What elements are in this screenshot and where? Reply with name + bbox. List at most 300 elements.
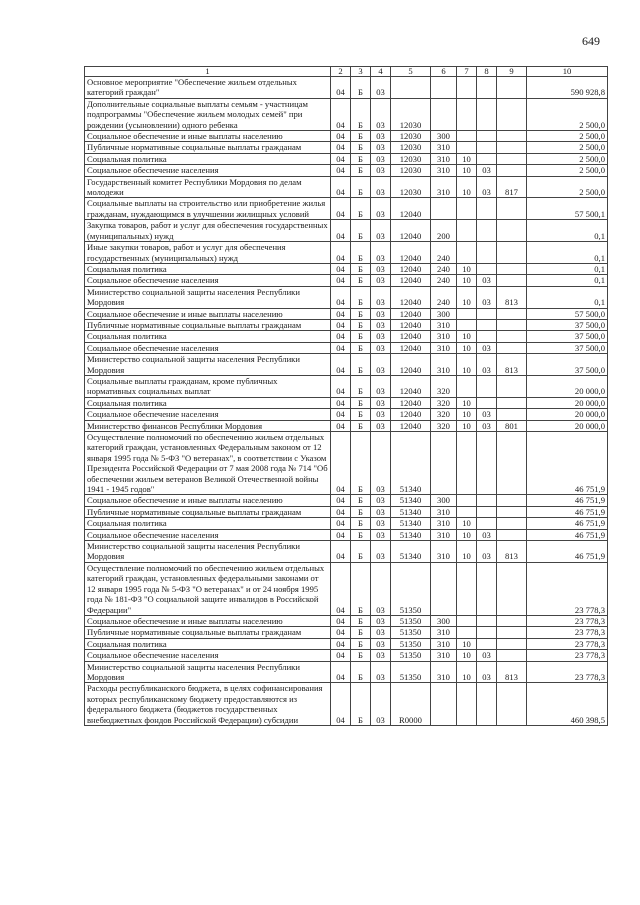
subprogram-cell: 03 — [371, 153, 391, 164]
subdivision-cell — [477, 432, 497, 495]
direction-cell: 12040 — [391, 397, 431, 408]
section-cell: 04 — [331, 308, 351, 319]
ministry-cell: 801 — [497, 420, 527, 431]
subdivision-cell — [477, 131, 497, 142]
amount-cell: 0,1 — [527, 263, 608, 274]
section-cell: 04 — [331, 263, 351, 274]
section-cell: 04 — [331, 683, 351, 726]
division-cell — [457, 495, 477, 506]
division-cell: 10 — [457, 529, 477, 540]
column-header-6: 6 — [431, 67, 457, 77]
name-cell: Социальная политика — [85, 397, 331, 408]
amount-cell: 0,1 — [527, 242, 608, 264]
expense-type-cell: 310 — [431, 627, 457, 638]
column-header-2: 2 — [331, 67, 351, 77]
direction-cell: 12030 — [391, 176, 431, 198]
division-cell: 10 — [457, 661, 477, 683]
ministry-cell — [497, 506, 527, 517]
expense-type-cell: 310 — [431, 661, 457, 683]
division-cell: 10 — [457, 153, 477, 164]
program-cell: Б — [351, 627, 371, 638]
program-cell: Б — [351, 131, 371, 142]
direction-cell: 51350 — [391, 638, 431, 649]
program-cell: Б — [351, 529, 371, 540]
name-cell: Социальное обеспечение и иные выплаты населению — [85, 131, 331, 142]
subprogram-cell: 03 — [371, 176, 391, 198]
amount-cell: 23 778,3 — [527, 627, 608, 638]
header-row — [85, 67, 608, 77]
ministry-cell — [497, 409, 527, 420]
section-cell: 04 — [331, 409, 351, 420]
subdivision-cell — [477, 638, 497, 649]
division-cell — [457, 142, 477, 153]
table-row — [85, 661, 608, 683]
direction-cell: 12040 — [391, 342, 431, 353]
division-cell — [457, 77, 477, 99]
subdivision-cell — [477, 142, 497, 153]
amount-cell: 2 500,0 — [527, 176, 608, 198]
program-cell: Б — [351, 98, 371, 130]
subdivision-cell — [477, 153, 497, 164]
table-row — [85, 319, 608, 330]
direction-cell: 12030 — [391, 98, 431, 130]
ministry-cell — [497, 153, 527, 164]
direction-cell: 51350 — [391, 627, 431, 638]
amount-cell: 46 751,9 — [527, 541, 608, 563]
ministry-cell: 813 — [497, 661, 527, 683]
subprogram-cell: 03 — [371, 375, 391, 397]
section-cell: 04 — [331, 518, 351, 529]
subprogram-cell: 03 — [371, 242, 391, 264]
program-cell: Б — [351, 420, 371, 431]
division-cell: 10 — [457, 176, 477, 198]
division-cell — [457, 615, 477, 626]
section-cell: 04 — [331, 354, 351, 376]
table-row — [85, 409, 608, 420]
expense-type-cell: 240 — [431, 275, 457, 286]
amount-cell: 57 500,1 — [527, 198, 608, 220]
program-cell: Б — [351, 541, 371, 563]
subdivision-cell — [477, 198, 497, 220]
name-cell: Иные закупки товаров, работ и услуг для обеспечения государственных (муниципальных) нужд — [85, 242, 331, 264]
direction-cell: 12030 — [391, 131, 431, 142]
division-cell: 10 — [457, 420, 477, 431]
name-cell: Социальное обеспечение населения — [85, 529, 331, 540]
name-cell: Социальное обеспечение населения — [85, 275, 331, 286]
table-row — [85, 198, 608, 220]
section-cell: 04 — [331, 275, 351, 286]
program-cell: Б — [351, 506, 371, 517]
subdivision-cell — [477, 495, 497, 506]
table-row — [85, 354, 608, 376]
expense-type-cell: 310 — [431, 331, 457, 342]
name-cell: Социальная политика — [85, 263, 331, 274]
subprogram-cell: 03 — [371, 638, 391, 649]
table-row — [85, 98, 608, 130]
table-row — [85, 176, 608, 198]
program-cell: Б — [351, 661, 371, 683]
expense-type-cell: 320 — [431, 397, 457, 408]
subprogram-cell: 03 — [371, 198, 391, 220]
section-cell: 04 — [331, 220, 351, 242]
name-cell: Социальное обеспечение населения — [85, 165, 331, 176]
expense-type-cell: 320 — [431, 409, 457, 420]
ministry-cell — [497, 308, 527, 319]
subprogram-cell: 03 — [371, 541, 391, 563]
program-cell: Б — [351, 331, 371, 342]
subdivision-cell — [477, 375, 497, 397]
section-cell: 04 — [331, 98, 351, 130]
ministry-cell: 813 — [497, 354, 527, 376]
expense-type-cell: 300 — [431, 495, 457, 506]
ministry-cell — [497, 432, 527, 495]
name-cell: Министерство социальной защиты населения Республики Мордовия — [85, 661, 331, 683]
expense-type-cell: 320 — [431, 375, 457, 397]
direction-cell: 51340 — [391, 541, 431, 563]
ministry-cell — [497, 683, 527, 726]
subprogram-cell: 03 — [371, 275, 391, 286]
amount-cell: 0,1 — [527, 275, 608, 286]
expense-type-cell: 320 — [431, 420, 457, 431]
table-row — [85, 683, 608, 726]
ministry-cell — [497, 627, 527, 638]
amount-cell: 460 398,5 — [527, 683, 608, 726]
table-row — [85, 165, 608, 176]
subdivision-cell: 03 — [477, 176, 497, 198]
division-cell: 10 — [457, 286, 477, 308]
program-cell: Б — [351, 142, 371, 153]
amount-cell: 0,1 — [527, 286, 608, 308]
division-cell — [457, 131, 477, 142]
ministry-cell — [497, 375, 527, 397]
program-cell: Б — [351, 165, 371, 176]
name-cell: Социальное обеспечение и иные выплаты населению — [85, 495, 331, 506]
direction-cell: 51350 — [391, 650, 431, 661]
subdivision-cell: 03 — [477, 650, 497, 661]
program-cell: Б — [351, 354, 371, 376]
division-cell: 10 — [457, 638, 477, 649]
subprogram-cell: 03 — [371, 529, 391, 540]
direction-cell: 12040 — [391, 242, 431, 264]
table-row — [85, 627, 608, 638]
division-cell: 10 — [457, 541, 477, 563]
column-header-5: 5 — [391, 67, 431, 77]
subdivision-cell: 03 — [477, 541, 497, 563]
section-cell: 04 — [331, 495, 351, 506]
expense-type-cell — [431, 198, 457, 220]
table-row — [85, 77, 608, 99]
section-cell: 04 — [331, 661, 351, 683]
program-cell: Б — [351, 432, 371, 495]
subdivision-cell — [477, 98, 497, 130]
ministry-cell — [497, 198, 527, 220]
expense-type-cell: 310 — [431, 638, 457, 649]
division-cell — [457, 375, 477, 397]
program-cell: Б — [351, 615, 371, 626]
column-header-8: 8 — [477, 67, 497, 77]
expense-type-cell: 310 — [431, 319, 457, 330]
direction-cell: 12040 — [391, 375, 431, 397]
table-body — [85, 77, 608, 726]
direction-cell: 12040 — [391, 420, 431, 431]
table-row — [85, 615, 608, 626]
table-row — [85, 506, 608, 517]
expense-type-cell: 240 — [431, 286, 457, 308]
subprogram-cell: 03 — [371, 77, 391, 99]
division-cell: 10 — [457, 275, 477, 286]
name-cell: Публичные нормативные социальные выплаты гражданам — [85, 627, 331, 638]
division-cell — [457, 506, 477, 517]
expense-type-cell: 300 — [431, 308, 457, 319]
direction-cell: 51340 — [391, 495, 431, 506]
section-cell: 04 — [331, 420, 351, 431]
subprogram-cell: 03 — [371, 354, 391, 376]
subprogram-cell: 03 — [371, 220, 391, 242]
direction-cell: 12040 — [391, 275, 431, 286]
subprogram-cell: 03 — [371, 397, 391, 408]
column-header-9: 9 — [497, 67, 527, 77]
name-cell: Закупка товаров, работ и услуг для обеспечения государственных (муниципальных) нужд — [85, 220, 331, 242]
program-cell: Б — [351, 638, 371, 649]
program-cell: Б — [351, 375, 371, 397]
division-cell — [457, 432, 477, 495]
expense-type-cell: 200 — [431, 220, 457, 242]
subdivision-cell — [477, 308, 497, 319]
name-cell: Министерство социальной защиты населения Республики Мордовия — [85, 541, 331, 563]
amount-cell: 2 500,0 — [527, 142, 608, 153]
division-cell: 10 — [457, 342, 477, 353]
direction-cell: R0000 — [391, 683, 431, 726]
subprogram-cell: 03 — [371, 342, 391, 353]
name-cell: Осуществление полномочий по обеспечению жильем отдельных категорий граждан, установленных Федеральным законом от 12 января 1995 года № 5-ФЗ "О ветеранах", в соответствии с Указом Президента Российской Федерации от 7 мая 2008 года № 714 "Об обеспечении жильем ветеранов Великой Отечественной войны 1941 - 1945 годов" — [85, 432, 331, 495]
direction-cell: 12040 — [391, 331, 431, 342]
section-cell: 04 — [331, 541, 351, 563]
ministry-cell — [497, 275, 527, 286]
program-cell: Б — [351, 650, 371, 661]
table-row — [85, 495, 608, 506]
name-cell: Министерство социальной защиты населения Республики Мордовия — [85, 354, 331, 376]
ministry-cell — [497, 263, 527, 274]
section-cell: 04 — [331, 375, 351, 397]
ministry-cell — [497, 98, 527, 130]
subprogram-cell: 03 — [371, 518, 391, 529]
program-cell: Б — [351, 495, 371, 506]
subdivision-cell: 03 — [477, 165, 497, 176]
subdivision-cell — [477, 627, 497, 638]
name-cell: Социальное обеспечение и иные выплаты населению — [85, 308, 331, 319]
name-cell: Социальное обеспечение населения — [85, 650, 331, 661]
program-cell: Б — [351, 263, 371, 274]
ministry-cell — [497, 142, 527, 153]
program-cell: Б — [351, 220, 371, 242]
amount-cell: 46 751,9 — [527, 432, 608, 495]
amount-cell: 23 778,3 — [527, 638, 608, 649]
page-number: 649 — [582, 34, 600, 48]
section-cell: 04 — [331, 331, 351, 342]
section-cell: 04 — [331, 506, 351, 517]
section-cell: 04 — [331, 77, 351, 99]
program-cell: Б — [351, 409, 371, 420]
direction-cell: 12040 — [391, 409, 431, 420]
expense-type-cell: 240 — [431, 242, 457, 264]
subdivision-cell: 03 — [477, 275, 497, 286]
subprogram-cell: 03 — [371, 420, 391, 431]
direction-cell: 12030 — [391, 153, 431, 164]
direction-cell: 12040 — [391, 263, 431, 274]
subdivision-cell — [477, 77, 497, 99]
name-cell: Основное мероприятие "Обеспечение жильем отдельных категорий граждан" — [85, 77, 331, 99]
table-row — [85, 242, 608, 264]
ministry-cell — [497, 638, 527, 649]
ministry-cell — [497, 242, 527, 264]
section-cell: 04 — [331, 529, 351, 540]
direction-cell: 51340 — [391, 506, 431, 517]
table-row — [85, 529, 608, 540]
program-cell: Б — [351, 683, 371, 726]
direction-cell — [391, 77, 431, 99]
section-cell: 04 — [331, 165, 351, 176]
program-cell: Б — [351, 308, 371, 319]
expense-type-cell: 310 — [431, 506, 457, 517]
name-cell: Социальное обеспечение населения — [85, 342, 331, 353]
expense-type-cell: 240 — [431, 263, 457, 274]
column-header-7: 7 — [457, 67, 477, 77]
subdivision-cell — [477, 518, 497, 529]
section-cell: 04 — [331, 638, 351, 649]
amount-cell: 20 000,0 — [527, 420, 608, 431]
column-header-3: 3 — [351, 67, 371, 77]
subdivision-cell — [477, 397, 497, 408]
subdivision-cell — [477, 615, 497, 626]
name-cell: Министерство финансов Республики Мордовия — [85, 420, 331, 431]
expense-type-cell — [431, 432, 457, 495]
direction-cell: 51340 — [391, 432, 431, 495]
name-cell: Социальная политика — [85, 331, 331, 342]
expense-type-cell — [431, 562, 457, 615]
name-cell: Осуществление полномочий по обеспечению жильем отдельных категорий граждан, установленных федеральными законами от 12 января 1995 года № 5-ФЗ "О ветеранах" и от 24 ноября 1995 года № 181-ФЗ "О социальной защите инвалидов в Российской Федерации" — [85, 562, 331, 615]
ministry-cell — [497, 615, 527, 626]
ministry-cell — [497, 77, 527, 99]
table-row — [85, 263, 608, 274]
section-cell: 04 — [331, 650, 351, 661]
ministry-cell: 813 — [497, 541, 527, 563]
amount-cell: 37 500,0 — [527, 354, 608, 376]
program-cell: Б — [351, 342, 371, 353]
section-cell: 04 — [331, 397, 351, 408]
table-row — [85, 562, 608, 615]
division-cell: 10 — [457, 397, 477, 408]
expense-type-cell: 310 — [431, 518, 457, 529]
amount-cell: 2 500,0 — [527, 165, 608, 176]
subprogram-cell: 03 — [371, 615, 391, 626]
subprogram-cell: 03 — [371, 683, 391, 726]
division-cell — [457, 242, 477, 264]
ministry-cell — [497, 342, 527, 353]
subdivision-cell — [477, 683, 497, 726]
section-cell: 04 — [331, 319, 351, 330]
direction-cell: 12040 — [391, 220, 431, 242]
subdivision-cell — [477, 263, 497, 274]
amount-cell: 37 500,0 — [527, 342, 608, 353]
amount-cell: 23 778,3 — [527, 562, 608, 615]
table-row — [85, 153, 608, 164]
amount-cell: 23 778,3 — [527, 661, 608, 683]
program-cell: Б — [351, 286, 371, 308]
name-cell: Социальная политика — [85, 153, 331, 164]
budget-table — [84, 66, 608, 726]
ministry-cell — [497, 650, 527, 661]
section-cell: 04 — [331, 176, 351, 198]
amount-cell: 46 751,9 — [527, 529, 608, 540]
program-cell: Б — [351, 153, 371, 164]
section-cell: 04 — [331, 198, 351, 220]
amount-cell: 20 000,0 — [527, 409, 608, 420]
section-cell: 04 — [331, 627, 351, 638]
section-cell: 04 — [331, 153, 351, 164]
table-row — [85, 286, 608, 308]
program-cell: Б — [351, 562, 371, 615]
table-header — [85, 67, 608, 77]
direction-cell: 12040 — [391, 286, 431, 308]
division-cell — [457, 198, 477, 220]
division-cell — [457, 562, 477, 615]
expense-type-cell: 310 — [431, 165, 457, 176]
table-row — [85, 142, 608, 153]
division-cell: 10 — [457, 354, 477, 376]
subprogram-cell: 03 — [371, 142, 391, 153]
amount-cell: 37 500,0 — [527, 319, 608, 330]
direction-cell: 51350 — [391, 615, 431, 626]
table-row — [85, 650, 608, 661]
program-cell: Б — [351, 518, 371, 529]
direction-cell: 12040 — [391, 308, 431, 319]
name-cell: Социальная политика — [85, 638, 331, 649]
division-cell: 10 — [457, 409, 477, 420]
expense-type-cell: 310 — [431, 354, 457, 376]
name-cell: Социальные выплаты гражданам, кроме публичных нормативных социальных выплат — [85, 375, 331, 397]
table-row — [85, 432, 608, 495]
expense-type-cell: 310 — [431, 541, 457, 563]
expense-type-cell: 300 — [431, 131, 457, 142]
name-cell: Публичные нормативные социальные выплаты гражданам — [85, 142, 331, 153]
table-row — [85, 638, 608, 649]
expense-type-cell: 310 — [431, 153, 457, 164]
table-row — [85, 518, 608, 529]
section-cell: 04 — [331, 131, 351, 142]
subprogram-cell: 03 — [371, 165, 391, 176]
amount-cell: 590 928,8 — [527, 77, 608, 99]
subprogram-cell: 03 — [371, 650, 391, 661]
expense-type-cell: 310 — [431, 176, 457, 198]
amount-cell: 20 000,0 — [527, 397, 608, 408]
subdivision-cell: 03 — [477, 661, 497, 683]
program-cell: Б — [351, 397, 371, 408]
amount-cell: 2 500,0 — [527, 153, 608, 164]
subdivision-cell: 03 — [477, 342, 497, 353]
ministry-cell — [497, 562, 527, 615]
amount-cell: 23 778,3 — [527, 615, 608, 626]
amount-cell: 2 500,0 — [527, 131, 608, 142]
amount-cell: 20 000,0 — [527, 375, 608, 397]
direction-cell: 51350 — [391, 562, 431, 615]
division-cell — [457, 98, 477, 130]
amount-cell: 0,1 — [527, 220, 608, 242]
name-cell: Социальное обеспечение и иные выплаты населению — [85, 615, 331, 626]
name-cell: Социальные выплаты на строительство или приобретение жилья гражданам, нуждающимся в улучшении жилищных условий — [85, 198, 331, 220]
subprogram-cell: 03 — [371, 661, 391, 683]
direction-cell: 51340 — [391, 529, 431, 540]
division-cell — [457, 319, 477, 330]
